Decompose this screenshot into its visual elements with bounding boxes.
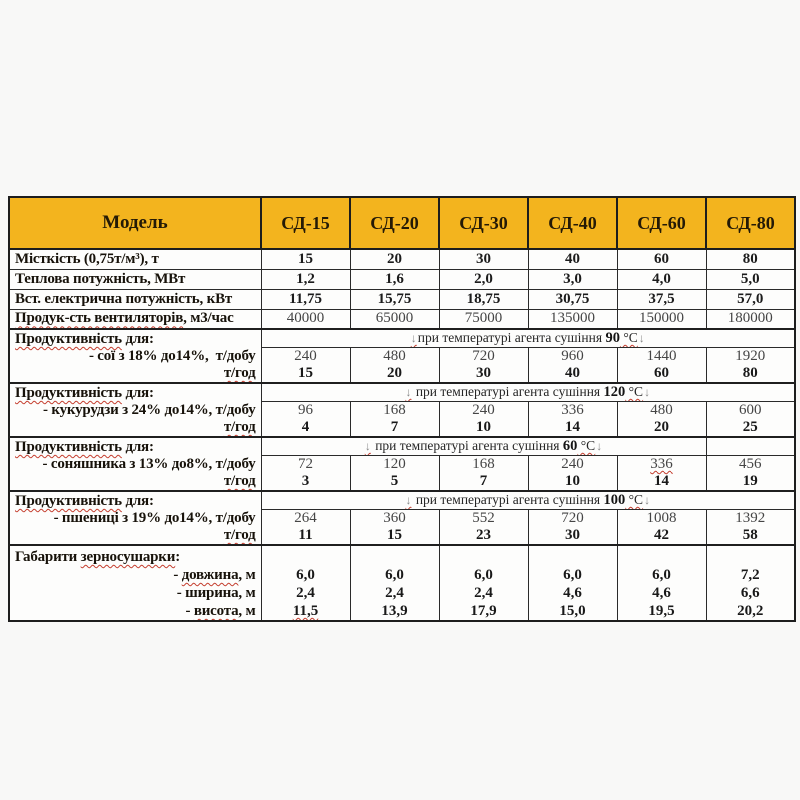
value-cell: 120 5 <box>350 456 439 492</box>
value-cell: 150000 <box>617 309 706 329</box>
row-label-thermal-power: Теплова потужність, МВт <box>9 269 261 289</box>
down-arrow-icon: ↓ <box>638 331 645 345</box>
value-cell: 336 14 <box>528 402 617 438</box>
down-arrow-icon: ↓ <box>410 331 417 345</box>
temp-note-120c: ↓ при температурі агента сушіння 120 °C↓ <box>261 383 795 402</box>
value-cell: 1920 80 <box>706 348 795 384</box>
value-cell: 2,0 <box>439 269 528 289</box>
value-cell: 135000 <box>528 309 617 329</box>
value-cell: 240 10 <box>528 456 617 492</box>
value-cell: 11,75 <box>261 289 350 309</box>
value-cell: 6,0 2,4 17,9 <box>439 545 528 621</box>
value-cell: 240 10 <box>439 402 528 438</box>
row-capacity <box>9 249 795 269</box>
value-cell: 57,0 <box>706 289 795 309</box>
row-label-electric-power: Вст. електрична потужність, кВт <box>9 289 261 309</box>
value-cell: 960 40 <box>528 348 617 384</box>
value-cell: 60 <box>617 249 706 269</box>
value-cell: 5,0 <box>706 269 795 289</box>
value-cell: 18,75 <box>439 289 528 309</box>
section-corn-header <box>9 383 795 402</box>
value-cell: 15 <box>261 249 350 269</box>
down-arrow-icon: ↓ <box>644 385 651 399</box>
column-header-sd30: СД-30 <box>439 197 528 249</box>
value-cell: 1,2 <box>261 269 350 289</box>
value-cell: 80 <box>706 249 795 269</box>
value-cell: 552 23 <box>439 510 528 546</box>
value-cell: 3,0 <box>528 269 617 289</box>
value-cell: 40 <box>528 249 617 269</box>
value-cell: 6,0 2,4 11,5 <box>261 545 350 621</box>
column-header-sd15: СД-15 <box>261 197 350 249</box>
value-cell: 20 <box>350 249 439 269</box>
value-cell: 1,6 <box>350 269 439 289</box>
value-cell: 40000 <box>261 309 350 329</box>
value-cell: 30,75 <box>528 289 617 309</box>
down-arrow-icon: ↓ <box>644 493 651 507</box>
value-cell: 72 3 <box>261 456 350 492</box>
column-header-sd80: СД-80 <box>706 197 795 249</box>
section-sunflower-header <box>9 437 795 456</box>
value-cell: 456 19 <box>706 456 795 492</box>
value-cell: 4,0 <box>617 269 706 289</box>
temp-note-90c: ↓при температурі агента сушіння 90 °C↓ <box>261 329 795 348</box>
value-cell: 30 <box>439 249 528 269</box>
value-cell: 6,0 4,6 19,5 <box>617 545 706 621</box>
down-arrow-icon: ↓ <box>596 439 603 453</box>
column-header-sd40: СД-40 <box>528 197 617 249</box>
row-electric-power <box>9 289 795 309</box>
column-header-sd20: СД-20 <box>350 197 439 249</box>
value-cell: 240 15 <box>261 348 350 384</box>
row-dimensions <box>9 545 795 621</box>
value-cell: 15,75 <box>350 289 439 309</box>
temp-note-60c: ↓ при температурі агента сушіння 60 °C↓ <box>261 437 706 456</box>
section-wheat-header <box>9 491 795 510</box>
value-cell: 720 30 <box>528 510 617 546</box>
value-cell: 168 7 <box>439 456 528 492</box>
value-cell: 720 30 <box>439 348 528 384</box>
dryer-specs-table <box>8 196 796 622</box>
row-thermal-power <box>9 269 795 289</box>
value-cell: 37,5 <box>617 289 706 309</box>
value-cell: 6,0 4,6 15,0 <box>528 545 617 621</box>
value-cell: 1440 60 <box>617 348 706 384</box>
row-fan-capacity <box>9 309 795 329</box>
row-label-fan-capacity: Продук-сть вентиляторів, м3/час <box>9 309 261 329</box>
value-cell: 180000 <box>706 309 795 329</box>
header-row <box>9 197 795 249</box>
down-arrow-icon: ↓ <box>405 493 412 507</box>
value-cell: 65000 <box>350 309 439 329</box>
value-cell: 1392 58 <box>706 510 795 546</box>
value-cell: 96 4 <box>261 402 350 438</box>
value-cell: 264 11 <box>261 510 350 546</box>
row-label-productivity-corn: Продуктивність для: - кукурудзи з 24% до14%, т/добу т/год <box>9 383 261 437</box>
column-header-sd60: СД-60 <box>617 197 706 249</box>
row-label-capacity: Місткість (0,75т/м³), т <box>9 249 261 269</box>
value-cell: 1008 42 <box>617 510 706 546</box>
value-cell: 480 20 <box>350 348 439 384</box>
column-header-model: Модель <box>9 197 261 249</box>
value-cell: 480 20 <box>617 402 706 438</box>
empty-cell <box>706 437 795 456</box>
value-cell: 336 14 <box>617 456 706 492</box>
down-arrow-icon: ↓ <box>405 385 412 399</box>
value-cell: 7,2 6,6 20,2 <box>706 545 795 621</box>
value-cell: 75000 <box>439 309 528 329</box>
temp-note-100c: ↓ при температурі агента сушіння 100 °C↓ <box>261 491 795 510</box>
row-label-productivity-wheat: Продуктивність для: - пшениці з 19% до14%, т/добу т/год <box>9 491 261 545</box>
down-arrow-icon: ↓ <box>364 439 371 453</box>
value-cell: 6,0 2,4 13,9 <box>350 545 439 621</box>
dryer-specs-table-container <box>8 196 794 622</box>
section-soy-header <box>9 329 795 348</box>
value-cell: 168 7 <box>350 402 439 438</box>
row-label-dimensions: Габарити зерносушарки: - довжина, м - ширина, м - висота, м <box>9 545 261 621</box>
value-cell: 360 15 <box>350 510 439 546</box>
row-label-productivity-sunflower: Продуктивність для: - соняшника з 13% до8%, т/добу т/год <box>9 437 261 491</box>
value-cell: 600 25 <box>706 402 795 438</box>
row-label-productivity-soy: Продуктивність для: - сої з 18% до14%, т/добу т/год <box>9 329 261 383</box>
